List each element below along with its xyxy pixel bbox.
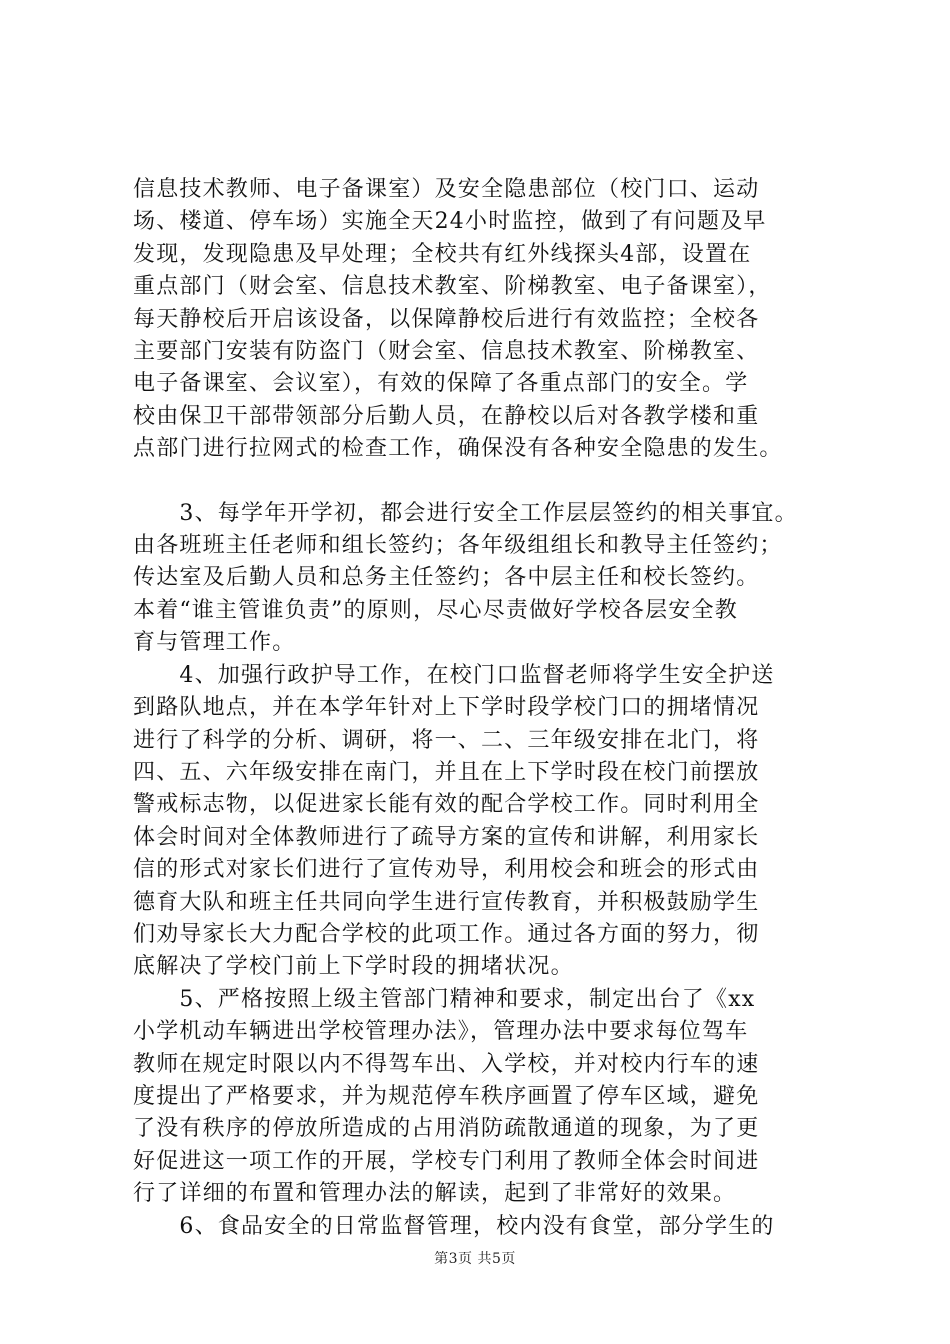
text-line: 到路队地点，并在本学年针对上下学时段学校门口的拥堵情况 — [133, 695, 760, 721]
text-line: 3、每学年开学初，都会进行安全工作层层签约的相关事宜。 — [133, 500, 798, 526]
text-line: 们劝导家长大力配合学校的此项工作。通过各方面的努力，彻 — [133, 921, 760, 947]
paragraph-item-5 — [133, 984, 833, 1211]
text-line: 重点部门（财会室、信息技术教室、阶梯教室、电子备课室）， — [133, 274, 772, 300]
text-line: 场、楼道、停车场）实施全天24小时监控，做到了有问题及早 — [133, 209, 767, 235]
text-line: 体会时间对全体教师进行了疏导方案的宣传和讲解，利用家长 — [133, 824, 760, 850]
text-line: 4、加强行政护导工作，在校门口监督老师将学生安全护送 — [133, 662, 775, 688]
paragraph-item-6 — [133, 1211, 833, 1243]
document-body — [133, 174, 833, 1243]
text-line: 主要部门安装有防盗门（财会室、信息技术教室、阶梯教室、 — [133, 339, 760, 365]
text-line: 教师在规定时限以内不得驾车出、入学校，并对校内行车的速 — [133, 1051, 760, 1077]
text-line: 信的形式对家长们进行了宣传劝导，利用校会和班会的形式由 — [133, 857, 760, 883]
text-line: 行了详细的布置和管理办法的解读，起到了非常好的效果。 — [133, 1181, 737, 1207]
text-line: 小学机动车辆进出学校管理办法》，管理办法中要求每位驾车 — [133, 1019, 749, 1045]
text-line: 每天静校后开启该设备，以保障静校后进行有效监控；全校各 — [133, 306, 760, 332]
text-line: 由各班班主任老师和组长签约；各年级组组长和教导主任签约； — [133, 533, 783, 559]
text-line: 信息技术教师、电子备课室）及安全隐患部位（校门口、运动 — [133, 177, 760, 202]
paragraph-item-3 — [133, 498, 833, 660]
text-line: 发现，发现隐患及早处理；全校共有红外线探头4部，设置在 — [133, 241, 752, 267]
paragraph-spacer — [133, 466, 833, 498]
text-line: 警戒标志物，以促进家长能有效的配合学校工作。同时利用全 — [133, 792, 760, 818]
paragraph-security-monitoring — [133, 174, 833, 466]
text-line: 电子备课室、会议室），有效的保障了各重点部门的安全。学 — [133, 371, 749, 397]
text-line: 6、食品安全的日常监督管理，校内没有食堂，部分学生的 — [133, 1213, 775, 1239]
text-line: 德育大队和班主任共同向学生进行宣传教育，并积极鼓励学生 — [133, 889, 760, 915]
text-line: 5、严格按照上级主管部门精神和要求，制定出台了《xx — [133, 986, 756, 1012]
text-line: 校由保卫干部带领部分后勤人员，在静校以后对各教学楼和重 — [133, 403, 760, 429]
text-line: 度提出了严格要求，并为规范停车秩序画置了停车区域，避免 — [133, 1083, 760, 1109]
text-line: 好促进这一项工作的开展，学校专门利用了教师全体会时间进 — [133, 1148, 760, 1174]
paragraph-item-4 — [133, 660, 833, 984]
page-number-footer: 第3页 共5页 — [434, 1251, 516, 1267]
text-line: 底解决了学校门前上下学时段的拥堵状况。 — [133, 954, 574, 980]
text-line: 育与管理工作。 — [133, 630, 296, 656]
text-line: 本着“谁主管谁负责”的原则，尽心尽责做好学校各层安全教 — [133, 597, 738, 623]
text-line: 进行了科学的分析、调研，将一、二、三年级安排在北门，将 — [133, 727, 760, 753]
text-line: 四、五、六年级安排在南门，并且在上下学时段在校门前摆放 — [133, 759, 760, 785]
text-line: 传达室及后勤人员和总务主任签约；各中层主任和校长签约。 — [133, 565, 760, 591]
text-line: 了没有秩序的停放所造成的占用消防疏散通道的现象，为了更 — [133, 1116, 760, 1142]
text-line: 点部门进行拉网式的检查工作，确保没有各种安全隐患的发生。 — [133, 436, 783, 462]
